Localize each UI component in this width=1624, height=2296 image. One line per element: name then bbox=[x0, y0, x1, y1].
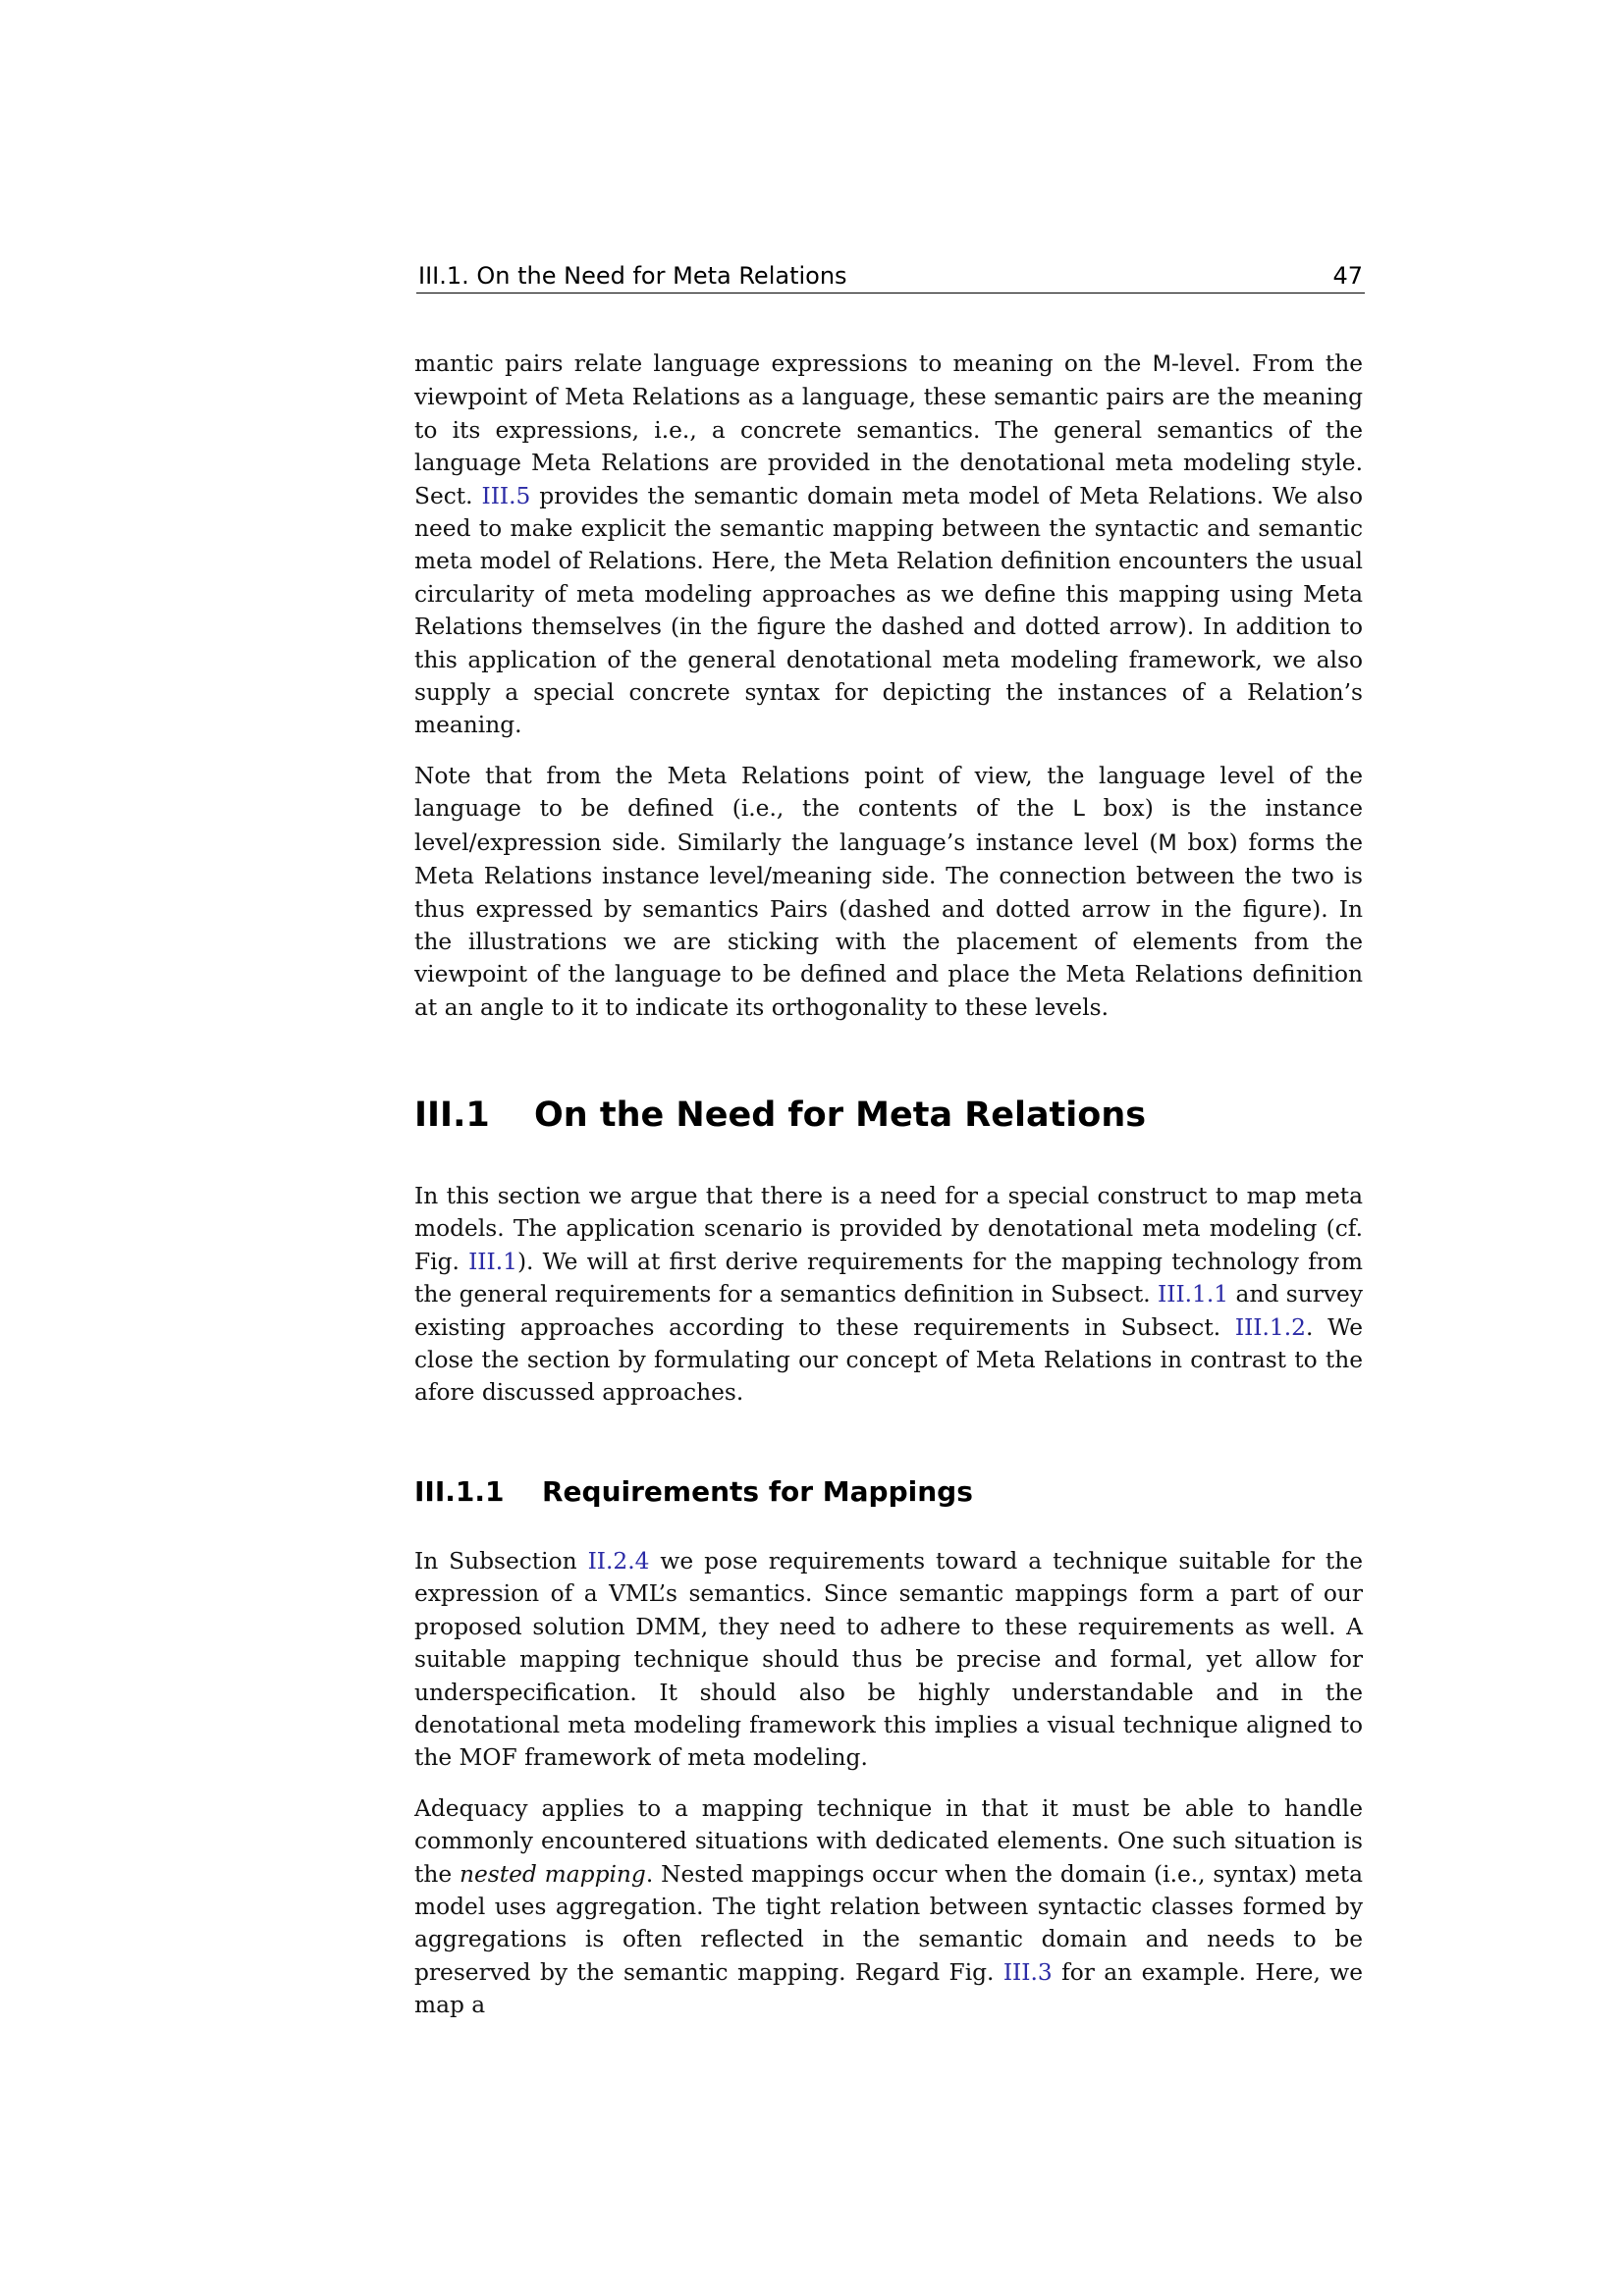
intro-paragraph-1 bbox=[414, 347, 1363, 742]
intro-text bbox=[414, 347, 1363, 1041]
math-symbol: M bbox=[1158, 829, 1177, 856]
subsection-paragraph-1 bbox=[414, 1545, 1363, 1775]
section-number: III.1 bbox=[414, 1095, 490, 1135]
text-run: . We close the section by formulating our concept of Meta Relations in contrast to the afore discussed approaches. bbox=[414, 1313, 1363, 1407]
math-symbol: L bbox=[1072, 796, 1085, 823]
text-run: Note that from the Meta Relations point of view, the language level of the language to be defined (i.e., the contents of the bbox=[414, 762, 1363, 823]
text-run: provides the semantic domain meta model of Meta Relations. We also need to make explicit the semantic mapping between the syntactic and semantic meta model of Relations. Here, the Meta Relation definition encounters the usual circularity of meta modeling approaches as we define this mapping using Meta Relations themselves (in the figure the dashed and dotted arrow). In addition to this application of the general denotational meta modeling framework, we also supply a special concrete syntax for depicting the instances of a Relation’s meaning. bbox=[414, 482, 1363, 739]
section-link[interactable]: III.5 bbox=[481, 482, 531, 509]
subsection-number: III.1.1 bbox=[414, 1475, 505, 1508]
section-heading bbox=[414, 1095, 1146, 1135]
text-run: box) is the instance level/expression side. Similarly the language’s instance level ( bbox=[414, 795, 1363, 856]
page-number: 47 bbox=[1332, 262, 1363, 290]
text-run: we pose requirements toward a technique suitable for the expression of a VML’s semantics. Since semantic mappings form a part of our proposed solution DMM, they need to adhere to these requirements as well. A suitable mapping technique should thus be precise and formal, yet allow for underspecification. It should also be highly understandable and in the denotational meta modeling framework this implies a visual technique aligned to the MOF framework of meta modeling. bbox=[414, 1548, 1363, 1772]
running-title: III.1. On the Need for Meta Relations bbox=[418, 262, 847, 290]
text-run: In Subsection bbox=[414, 1548, 588, 1575]
text-run: -level. From the viewpoint of Meta Relations as a language, these semantic pairs are the meaning to its expressions, i.e., a concrete semantics. The general semantics of the language Meta Relations are provided in the denotational meta modeling style. Sect. bbox=[414, 350, 1363, 509]
section-title: On the Need for Meta Relations bbox=[534, 1095, 1147, 1135]
text-run: . Nested mappings occur when the domain (i.e., syntax) meta model uses aggregation. The tight relation between syntactic classes formed by aggregations is often reflected in the semantic domain and needs to be preserved by the semantic mapping. Regard Fig. bbox=[414, 1860, 1364, 1986]
subsection-heading bbox=[414, 1475, 973, 1508]
figure-link[interactable]: III.3 bbox=[1002, 1958, 1053, 1986]
subsection-link[interactable]: II.2.4 bbox=[587, 1548, 650, 1575]
text-run: and survey existing approaches according to these requirements in Subsect. bbox=[414, 1281, 1363, 1341]
text-run: for an example. Here, we map a bbox=[414, 1958, 1363, 2019]
subsection-title: Requirements for Mappings bbox=[542, 1475, 973, 1508]
figure-link[interactable]: III.1 bbox=[468, 1248, 517, 1275]
subsection-text bbox=[414, 1545, 1363, 2040]
text-run: Adequacy applies to a mapping technique in that it must be able to handle commonly encountered situations with dedicated elements. One such situation is the bbox=[414, 1794, 1363, 1888]
intro-paragraph-2 bbox=[414, 760, 1363, 1024]
section-text bbox=[414, 1180, 1363, 1427]
section-paragraph-1 bbox=[414, 1180, 1363, 1410]
subsection-paragraph-2 bbox=[414, 1792, 1363, 2022]
subsection-link[interactable]: III.1.2 bbox=[1234, 1313, 1306, 1341]
subsection-link[interactable]: III.1.1 bbox=[1158, 1281, 1229, 1308]
math-symbol: M bbox=[1152, 351, 1171, 377]
text-run: mantic pairs relate language expressions to meaning on the bbox=[414, 350, 1153, 377]
text-run: In this section we argue that there is a need for a special construct to map meta models. The application scenario is provided by denotational meta modeling (cf. Fig. bbox=[414, 1183, 1363, 1275]
text-run: box) forms the Meta Relations instance level/meaning side. The connection between the two is thus expressed by semantics Pairs (dashed and dotted arrow in the figure). In the illustrations we are sticking with the placement of elements from the viewpoint of the language to be defined and place the Meta Relations definition at an angle to it to indicate its orthogonality to these levels. bbox=[414, 828, 1363, 1021]
running-header bbox=[416, 259, 1365, 294]
emphasis-term: nested mapping bbox=[460, 1860, 646, 1888]
text-run: ). We will at first derive requirements for the mapping technology from the general requirements for a semantics definition in Subsect. bbox=[414, 1248, 1364, 1308]
